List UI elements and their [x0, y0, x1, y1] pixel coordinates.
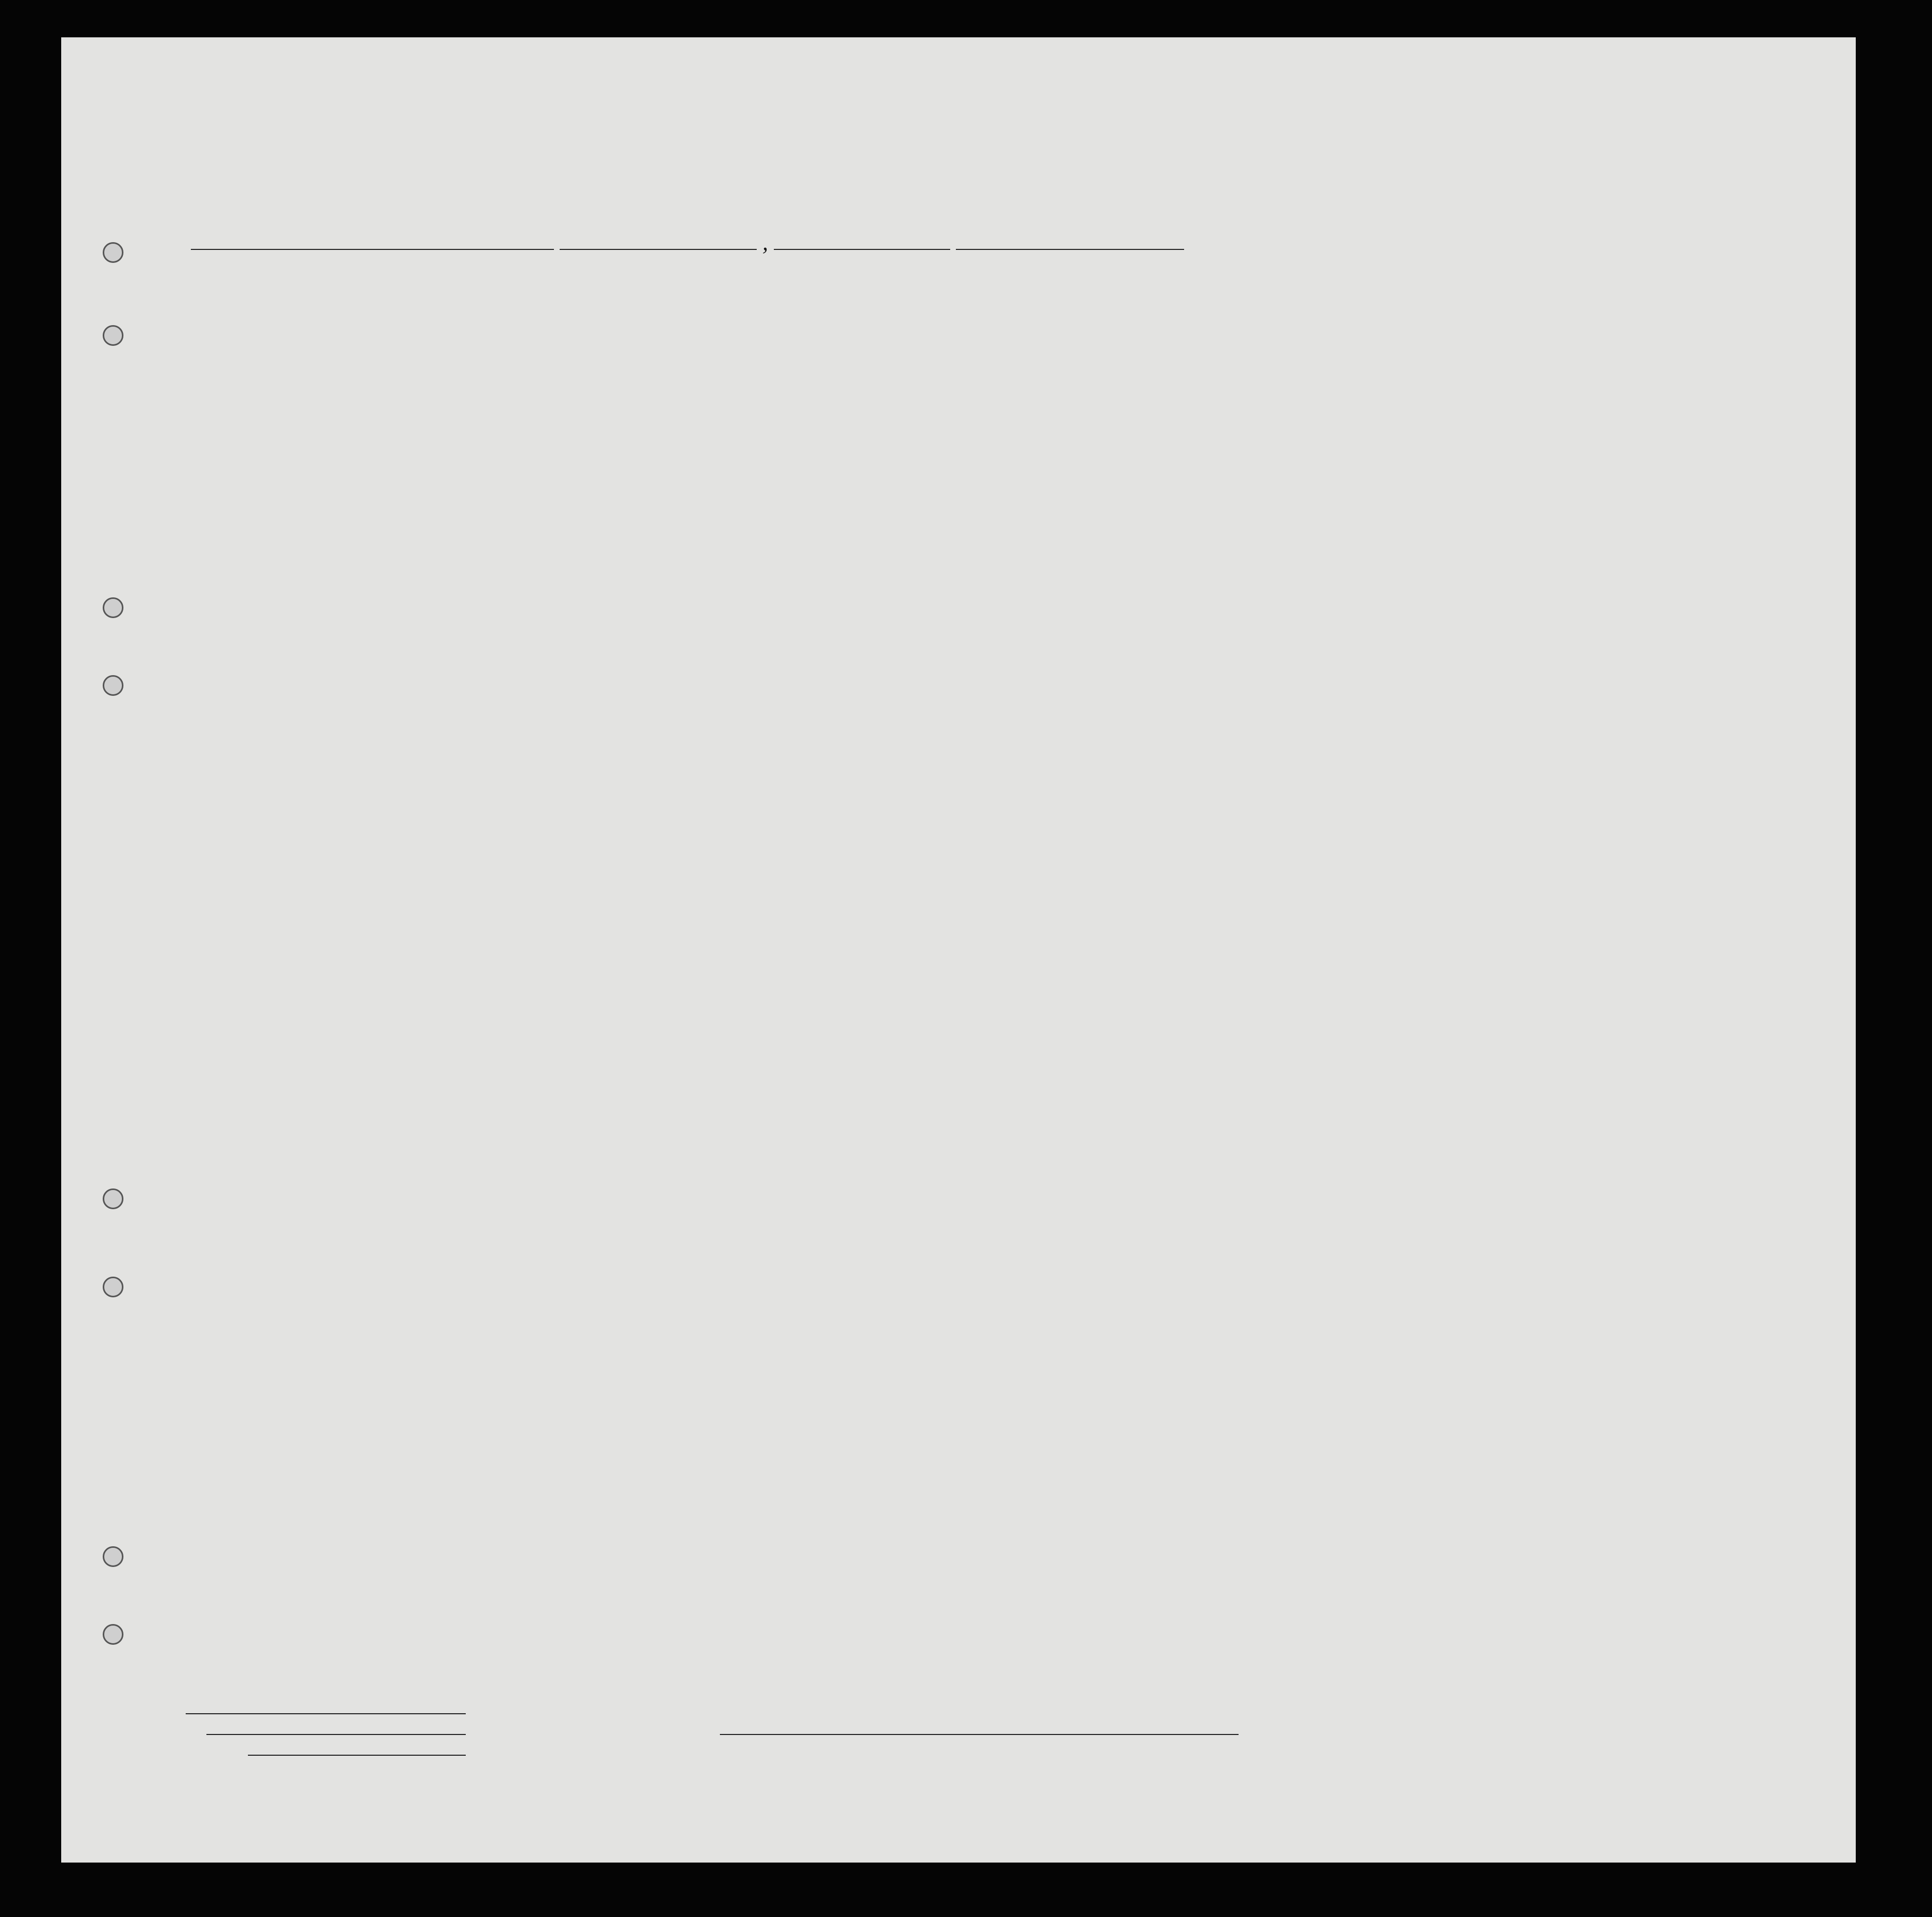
- owners-rule: [206, 1734, 466, 1735]
- manifest-sheet: [61, 37, 1856, 1863]
- vessel-row: ,: [191, 229, 1184, 256]
- punch-hole: [103, 597, 123, 618]
- punch-hole: [103, 1277, 123, 1297]
- punch-hole: [103, 325, 123, 346]
- signature-rule: [720, 1734, 1239, 1735]
- agents-rule: [248, 1755, 466, 1756]
- manifest-grid: [61, 37, 1856, 1863]
- punch-hole: [103, 1546, 123, 1567]
- punch-hole: [103, 1624, 123, 1645]
- punch-hole: [103, 242, 123, 263]
- punch-hole: [103, 675, 123, 696]
- line-rule: [186, 1713, 466, 1714]
- punch-hole: [103, 1188, 123, 1209]
